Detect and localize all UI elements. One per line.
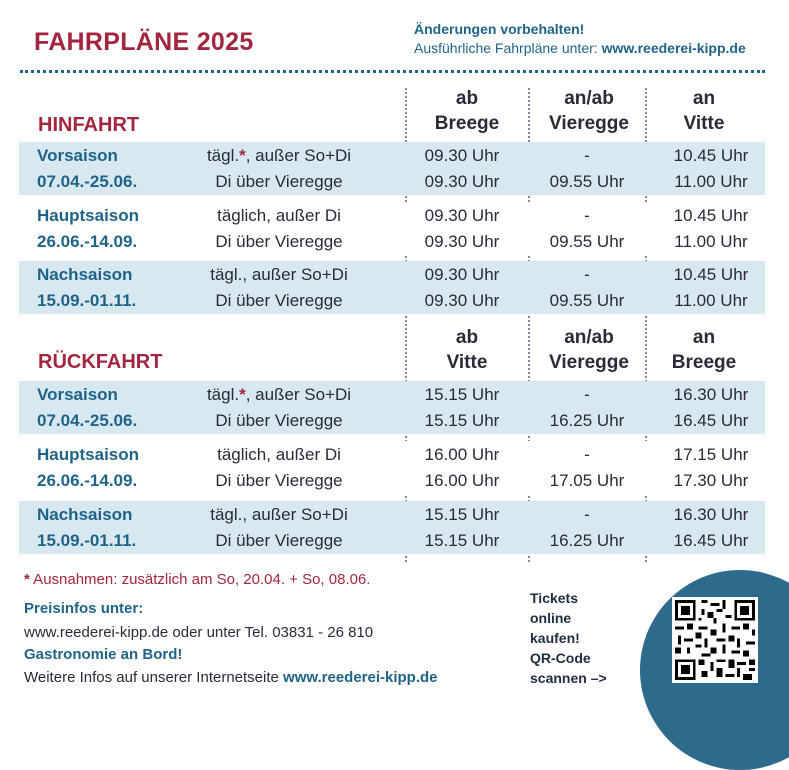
table-row bbox=[19, 261, 765, 314]
days-note: Di über Vieregge bbox=[215, 471, 343, 490]
days-note: Di über Vieregge bbox=[215, 531, 343, 550]
time-value: 11.00 Uhr bbox=[674, 291, 748, 310]
column-header-line: an/ab bbox=[564, 327, 614, 348]
time-value: 17.30 Uhr bbox=[673, 471, 749, 490]
season-cell bbox=[37, 382, 137, 434]
column-header-line: Breege bbox=[671, 352, 737, 373]
time-cell bbox=[651, 143, 771, 195]
time-value: 16.25 Uhr bbox=[549, 411, 625, 430]
column-header-line: an/ab bbox=[564, 88, 614, 109]
table-row bbox=[19, 202, 765, 255]
season-name: Nachsaison bbox=[37, 505, 133, 524]
time-value: 10.45 Uhr bbox=[673, 146, 749, 165]
time-cell bbox=[407, 382, 517, 434]
tickets-line: Tickets bbox=[530, 590, 578, 606]
time-cell bbox=[651, 382, 771, 434]
column-header-depart bbox=[412, 86, 522, 136]
days-text: tägl. bbox=[206, 385, 240, 404]
column-header-arrive bbox=[648, 325, 760, 375]
time-value: 15.15 Uhr bbox=[424, 411, 500, 430]
season-dates: 15.09.-01.11. bbox=[37, 291, 137, 310]
days-cell bbox=[189, 502, 369, 554]
section-heading-outbound: HINFAHRT bbox=[38, 114, 140, 136]
days-cell bbox=[189, 203, 369, 255]
price-heading: Preisinfos unter: bbox=[24, 600, 144, 617]
column-header-line: ab bbox=[455, 327, 479, 348]
time-value: 16.30 Uhr bbox=[673, 505, 749, 524]
time-value: 10.45 Uhr bbox=[673, 265, 749, 284]
time-cell bbox=[407, 203, 517, 255]
column-header-line: Vieregge bbox=[549, 352, 629, 373]
time-value: 17.15 Uhr bbox=[673, 445, 749, 464]
gastronomy-note: Gastronomie an Bord! bbox=[24, 646, 183, 663]
time-value: - bbox=[584, 146, 590, 165]
season-cell bbox=[37, 203, 139, 255]
season-name: Nachsaison bbox=[37, 265, 133, 284]
footnote-star: * bbox=[239, 385, 246, 404]
days-text: , außer So+Di bbox=[245, 146, 352, 165]
time-value: 10.45 Uhr bbox=[673, 206, 749, 225]
table-row bbox=[19, 441, 765, 494]
time-value: - bbox=[584, 505, 590, 524]
time-value: 09.30 Uhr bbox=[424, 232, 500, 251]
time-value: 15.15 Uhr bbox=[424, 531, 500, 550]
time-cell bbox=[531, 442, 643, 494]
time-cell bbox=[651, 502, 771, 554]
time-value: 09.55 Uhr bbox=[549, 172, 625, 191]
tickets-line: kaufen! bbox=[530, 630, 580, 646]
time-value: - bbox=[584, 385, 590, 404]
column-header-line: Vitte bbox=[446, 352, 488, 373]
season-cell bbox=[37, 262, 136, 314]
days-cell bbox=[189, 442, 369, 494]
time-cell bbox=[531, 203, 643, 255]
season-name: Vorsaison bbox=[37, 385, 118, 404]
time-cell bbox=[531, 502, 643, 554]
column-header-depart bbox=[412, 325, 522, 375]
days-cell bbox=[189, 382, 369, 434]
season-cell bbox=[37, 502, 136, 554]
days-text: tägl., außer So+Di bbox=[210, 265, 348, 284]
time-value: 16.30 Uhr bbox=[673, 385, 749, 404]
footnote-star: * bbox=[24, 571, 30, 588]
time-value: 16.00 Uhr bbox=[424, 445, 500, 464]
time-value: 09.30 Uhr bbox=[424, 206, 500, 225]
time-value: 16.45 Uhr bbox=[673, 531, 749, 550]
time-value: 11.00 Uhr bbox=[674, 172, 748, 191]
season-dates: 07.04.-25.06. bbox=[37, 411, 138, 430]
column-header-arrive bbox=[648, 86, 760, 136]
tickets-line: online bbox=[530, 610, 572, 626]
days-cell bbox=[189, 262, 369, 314]
column-header-via bbox=[533, 325, 645, 375]
time-cell bbox=[407, 502, 517, 554]
table-row bbox=[19, 501, 765, 554]
time-value: 15.15 Uhr bbox=[424, 505, 500, 524]
season-dates: 07.04.-25.06. bbox=[37, 172, 138, 191]
table-row bbox=[19, 142, 765, 195]
section-heading-return: RÜCKFAHRT bbox=[38, 351, 163, 373]
column-header-line: Vitte bbox=[683, 113, 725, 134]
time-cell bbox=[531, 262, 643, 314]
time-value: 15.15 Uhr bbox=[424, 385, 500, 404]
notice bbox=[414, 20, 746, 58]
time-cell bbox=[651, 442, 771, 494]
notice-url[interactable]: www.reederei-kipp.de bbox=[601, 40, 746, 56]
notice-changes: Änderungen vorbehalten! bbox=[414, 21, 585, 37]
days-note: Di über Vieregge bbox=[215, 411, 343, 430]
time-value: 11.00 Uhr bbox=[674, 232, 748, 251]
column-header-line: Vieregge bbox=[549, 113, 629, 134]
time-value: 16.00 Uhr bbox=[424, 471, 500, 490]
days-note: Di über Vieregge bbox=[215, 232, 343, 251]
days-line bbox=[189, 382, 369, 408]
more-info bbox=[24, 668, 438, 688]
time-value: 09.30 Uhr bbox=[424, 291, 500, 310]
page-title: FAHRPLÄNE 2025 bbox=[34, 28, 254, 56]
tickets-line: scannen –> bbox=[530, 670, 607, 686]
notice-timetables bbox=[414, 39, 746, 58]
season-name: Hauptsaison bbox=[37, 206, 140, 225]
days-note: Di über Vieregge bbox=[215, 172, 343, 191]
time-cell bbox=[407, 442, 517, 494]
time-value: 09.30 Uhr bbox=[424, 146, 500, 165]
season-dates: 15.09.-01.11. bbox=[37, 531, 137, 550]
days-line bbox=[189, 143, 369, 169]
time-value: 09.55 Uhr bbox=[549, 232, 625, 251]
column-header-via bbox=[533, 86, 645, 136]
time-value: 09.30 Uhr bbox=[424, 265, 500, 284]
days-line bbox=[189, 262, 369, 288]
time-value: 17.05 Uhr bbox=[549, 471, 625, 490]
more-info-text: Weitere Infos auf unserer Internetseite bbox=[24, 669, 284, 686]
days-cell bbox=[189, 143, 369, 195]
time-cell bbox=[531, 382, 643, 434]
days-line bbox=[189, 502, 369, 528]
time-value: 09.55 Uhr bbox=[549, 291, 625, 310]
time-cell bbox=[531, 143, 643, 195]
season-dates: 26.06.-14.09. bbox=[37, 232, 138, 251]
column-header-line: ab bbox=[455, 88, 479, 109]
time-cell bbox=[651, 203, 771, 255]
time-cell bbox=[407, 262, 517, 314]
days-text: tägl., außer So+Di bbox=[210, 505, 348, 524]
days-text: täglich, außer Di bbox=[217, 445, 341, 464]
column-header-line: an bbox=[692, 88, 716, 109]
time-value: 09.30 Uhr bbox=[424, 172, 500, 191]
days-text: , außer So+Di bbox=[245, 385, 352, 404]
footnote-star: * bbox=[239, 146, 246, 165]
column-header-line: Breege bbox=[434, 113, 500, 134]
season-name: Vorsaison bbox=[37, 146, 118, 165]
season-cell bbox=[37, 143, 137, 195]
time-value: 16.25 Uhr bbox=[549, 531, 625, 550]
table-row bbox=[19, 381, 765, 434]
days-text: täglich, außer Di bbox=[217, 206, 341, 225]
dotted-divider bbox=[20, 70, 765, 73]
season-name: Hauptsaison bbox=[37, 445, 140, 464]
time-value: - bbox=[584, 445, 590, 464]
footnote-text: Ausnahmen: zusätzlich am So, 20.04. + So, 08.06. bbox=[29, 571, 371, 588]
season-dates: 26.06.-14.09. bbox=[37, 471, 138, 490]
time-value: - bbox=[584, 265, 590, 284]
days-note: Di über Vieregge bbox=[215, 291, 343, 310]
time-cell bbox=[407, 143, 517, 195]
time-cell bbox=[651, 262, 771, 314]
price-info: www.reederei-kipp.de oder unter Tel. 03831 - 26 810 bbox=[24, 624, 374, 641]
tickets-callout bbox=[530, 588, 607, 688]
time-value: - bbox=[584, 206, 590, 225]
footnote bbox=[24, 571, 370, 588]
column-header-line: an bbox=[692, 327, 716, 348]
days-line bbox=[189, 203, 369, 229]
qr-code-icon[interactable] bbox=[672, 597, 758, 683]
time-value: 16.45 Uhr bbox=[673, 411, 749, 430]
days-line bbox=[189, 442, 369, 468]
website-link[interactable]: www.reederei-kipp.de bbox=[283, 669, 438, 686]
tickets-line: QR-Code bbox=[530, 650, 591, 666]
season-cell bbox=[37, 442, 139, 494]
notice-prefix: Ausführliche Fahrpläne unter: bbox=[414, 40, 602, 56]
days-text: tägl. bbox=[206, 146, 240, 165]
